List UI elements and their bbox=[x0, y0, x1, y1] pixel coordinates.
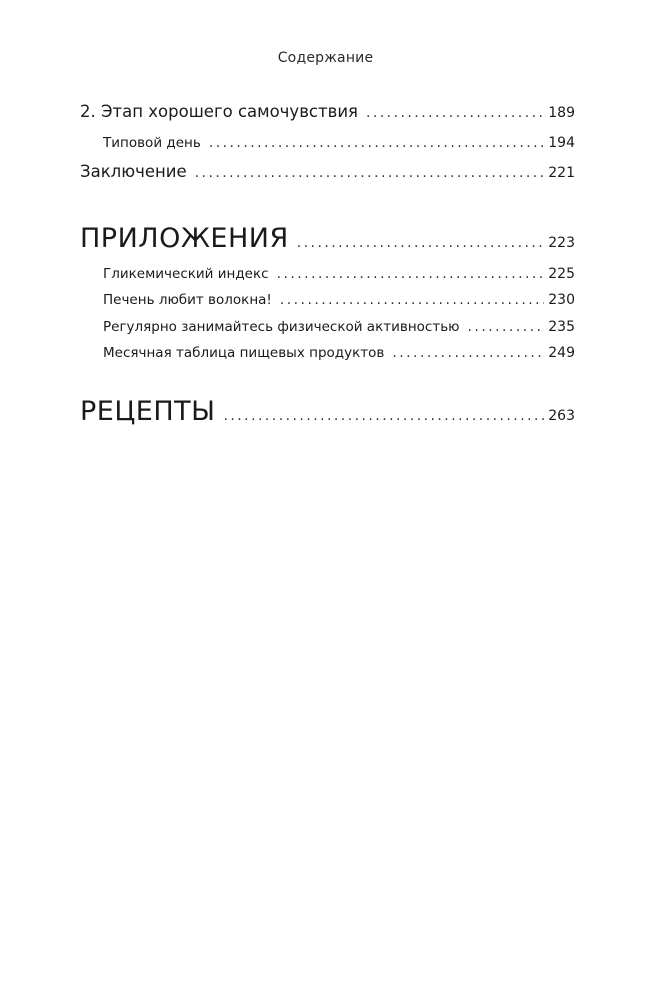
dot-leader bbox=[209, 135, 544, 151]
dot-leader bbox=[280, 292, 544, 308]
toc-entry[interactable] bbox=[103, 319, 575, 335]
toc-entry[interactable] bbox=[80, 162, 575, 181]
dot-leader bbox=[195, 165, 545, 181]
toc-entry[interactable] bbox=[103, 292, 575, 308]
toc-entry[interactable] bbox=[103, 266, 575, 282]
running-head: Содержание bbox=[277, 50, 374, 66]
toc-entry-page: 189 bbox=[548, 105, 575, 121]
toc-entry-title: Регулярно занимайтесь физической активностью bbox=[103, 319, 460, 335]
toc-part-entry[interactable] bbox=[80, 223, 575, 254]
toc-entry-page: 221 bbox=[548, 165, 575, 181]
toc-entry-title: Гликемический индекс bbox=[103, 266, 269, 282]
toc-entry-title: Печень любит волокна! bbox=[103, 292, 272, 308]
dot-leader bbox=[277, 266, 545, 282]
toc-entry-page: 249 bbox=[548, 345, 575, 361]
toc-entry-title: 2. Этап хорошего самочувствия bbox=[80, 102, 358, 121]
toc-entry-title: Заключение bbox=[80, 162, 187, 181]
dot-leader bbox=[366, 105, 544, 121]
toc-entry[interactable] bbox=[103, 135, 575, 151]
toc-part-entry[interactable] bbox=[80, 396, 575, 427]
toc-entry-page: 223 bbox=[548, 235, 575, 251]
dot-leader bbox=[223, 408, 544, 424]
toc-entry-title: Типовой день bbox=[103, 135, 201, 151]
toc-part-title: ПРИЛОЖЕНИЯ bbox=[80, 223, 289, 254]
toc-entry-page: 225 bbox=[548, 266, 575, 282]
toc-entry-page: 263 bbox=[548, 408, 575, 424]
toc-entry[interactable] bbox=[103, 345, 575, 361]
dot-leader bbox=[297, 235, 545, 251]
toc-entry[interactable] bbox=[80, 102, 575, 121]
toc-entry-page: 230 bbox=[548, 292, 575, 308]
toc-entry-page: 194 bbox=[548, 135, 575, 151]
dot-leader bbox=[468, 319, 545, 335]
toc-part-title: РЕЦЕПТЫ bbox=[80, 396, 216, 427]
dot-leader bbox=[392, 345, 544, 361]
toc-entry-title: Месячная таблица пищевых продуктов bbox=[103, 345, 385, 361]
toc-entry-page: 235 bbox=[548, 319, 575, 335]
